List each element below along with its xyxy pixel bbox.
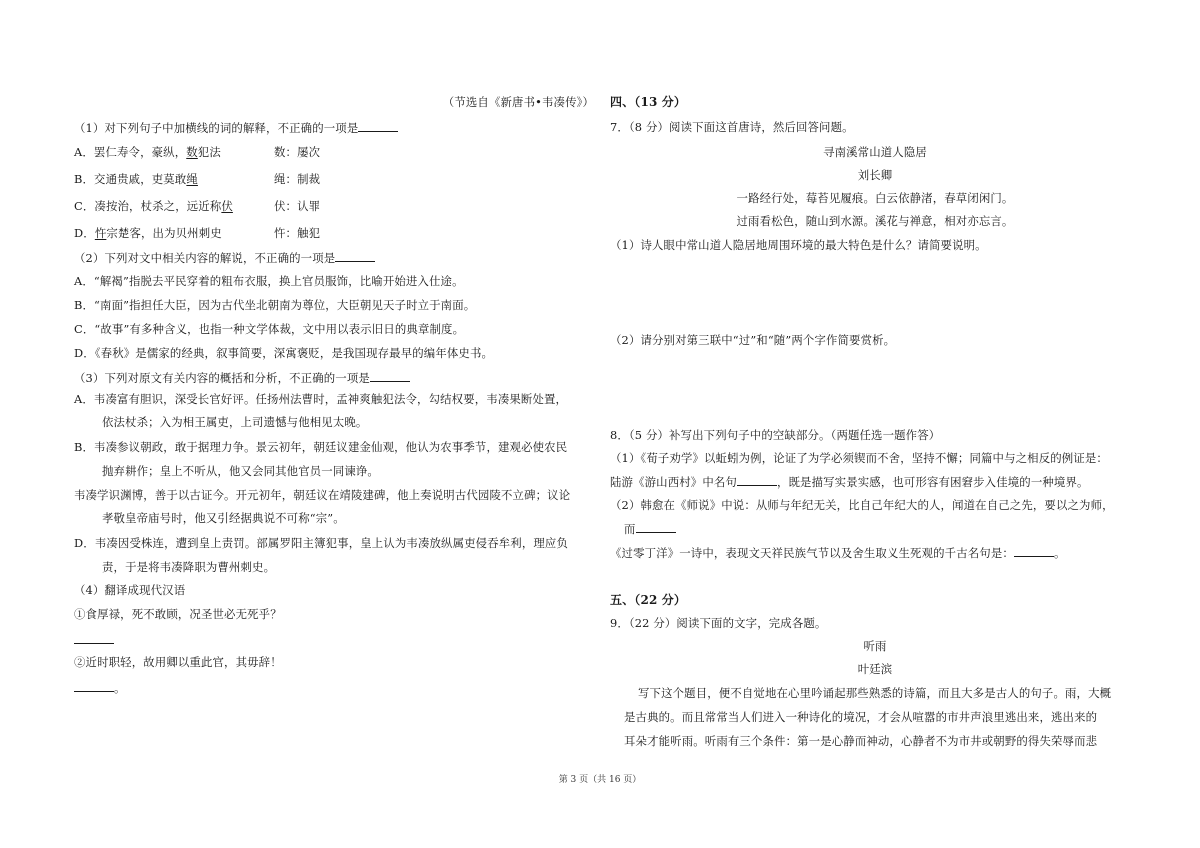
q3-option-b-line2: 抛弃耕作；皇上不听从，他又会同其他官员一同谏诤。: [102, 464, 379, 478]
q1-option-b: B．交通贵戚，吏莫敢绳: [74, 172, 198, 186]
q2-option-c: C．“故事”有多种含义，也指一种文学体裁，文中用以表示旧日的典章制度。: [74, 322, 465, 336]
essay-author: 叶廷滨: [857, 662, 893, 676]
q3-option-c-line2: 孝敬皇帝庙号时，他又引经据典说不可称“宗”。: [102, 511, 345, 525]
q3-option-a-line1: A．韦凑富有胆识，深受长官好评。任扬州法曹时，孟神爽触犯法令，勾结权要，韦凑果断处置，: [74, 392, 568, 406]
q8-sub-2-line1: （2）韩愈在《师说》中说：从师与年纪无关，比自己年纪大的人，闻道在自己之先，要以之为师，: [610, 498, 1114, 512]
q4-sentence-2: ②近时职轻，故用卿以重此官，其毋辞！: [74, 655, 282, 669]
q2-option-a: A．“解褐”指脱去平民穿着的粗布衣服，换上官员服饰，比喻开始进入仕途。: [74, 274, 464, 288]
q1-option-c-gloss: 伏：认罪: [274, 199, 321, 213]
essay-paragraph-line-1: 写下这个题目，便不自觉地在心里吟诵起那些熟悉的诗篇，而且大多是古人的句子。雨，大概: [638, 686, 1112, 700]
section-4-heading: 四、（13 分）: [610, 95, 687, 109]
q1-option-d: D．忤宗楚客，出为贝州刺史: [74, 226, 222, 240]
q4-answer-blank-1: [74, 632, 114, 648]
q1-stem: （1）对下列句子中加横线的词的解释，不正确的一项是: [74, 120, 398, 136]
answer-blank: [737, 474, 777, 486]
q4-sentence-1: ①食厚禄，死不敢顾，况圣世必无死乎？: [74, 607, 282, 621]
q1-option-b-gloss: 绳：制裁: [274, 172, 321, 186]
poem-line-1: 一路经行处，莓苔见履痕。白云依静渚，春草闭闲门。: [736, 191, 1014, 205]
q3-option-d-line2: 责，于是将韦凑降职为曹州刺史。: [102, 560, 276, 574]
q1-option-a: A．罢仁寿令，豪纵，数犯法: [74, 145, 221, 159]
source-citation: （节选自《新唐书•韦凑传》）: [442, 95, 594, 109]
q2-stem: （2）下列对文中相关内容的解说，不正确的一项是: [74, 250, 375, 266]
poem-title: 寻南溪常山道人隐居: [823, 145, 927, 159]
q9-stem: 9．（22 分）阅读下面的文字，完成各题。: [610, 616, 827, 630]
essay-paragraph-line-2: 是古典的。而且常常当人们进入一种诗化的境况，才会从喧嚣的市井声浪里逃出来，逃出来的: [624, 710, 1098, 724]
q1-option-d-gloss: 忤：触犯: [274, 226, 321, 240]
q3-option-a-line2: 依法杖杀；入为相王属吏，上司遗憾与他相见太晚。: [102, 415, 368, 429]
q3-option-b-line1: B．韦凑参议朝政，敢于据理力争。景云初年，朝廷议建金仙观，他认为农事季节，建观必使农民: [74, 440, 568, 454]
answer-blank: [358, 120, 398, 132]
q3-stem: （3）下列对原文有关内容的概括和分析，不正确的一项是: [74, 370, 410, 386]
q7-stem: 7．（8 分）阅读下面这首唐诗，然后回答问题。: [610, 120, 854, 134]
page-footer: 第 3 页（共 16 页）: [558, 775, 642, 785]
q3-option-c-line1: 韦凑学识渊博，善于以古证今。开元初年，朝廷议在靖陵建碑，他上奏说明古代园陵不立碑；议论: [74, 488, 571, 502]
q8-sub-3: 《过零丁洋》一诗中，表现文天祥民族气节以及舍生取义生死观的千古名句是： 。: [610, 546, 1066, 560]
poem-line-2: 过雨看松色，随山到水源。溪花与禅意，相对亦忘言。: [736, 214, 1014, 228]
q7-sub-2: （2）请分别对第三联中“过”和“随”两个字作简要赏析。: [610, 333, 896, 347]
essay-title: 听雨: [863, 639, 887, 653]
essay-paragraph-line-3: 耳朵才能听雨。听雨有三个条件：第一是心静而神动，心静者不为市井或朝野的得失荣辱而悲: [624, 734, 1098, 748]
q4-stem: （4）翻译成现代汉语: [74, 583, 186, 597]
q2-option-d: D．《春秋》是儒家的经典，叙事简要，深寓褒贬，是我国现存最早的编年体史书。: [74, 346, 494, 360]
q1-option-a-gloss: 数：屡次: [274, 145, 321, 159]
q8-sub-1-line1: （1）《荀子劝学》以蚯蚓为例，论证了为学必须锲而不舍，坚持不懈；同篇中与之相反的例证是：: [610, 451, 1108, 465]
q2-option-b: B．“南面”指担任大臣，因为古代坐北朝南为尊位，大臣朝见天子时立于南面。: [74, 298, 476, 312]
answer-blank: [1014, 545, 1054, 557]
q1-option-c: C．凑按治，杖杀之，远近称伏: [74, 199, 233, 213]
q8-stem: 8．（5 分）补写出下列句子中的空缺部分。（两题任选一题作答）: [610, 428, 941, 442]
answer-blank: [370, 370, 410, 382]
q4-answer-blank-2: 。: [74, 680, 126, 696]
answer-blank: [335, 250, 375, 262]
q8-sub-2-line2: 而: [624, 521, 676, 537]
q8-sub-1-line2: 陆游《游山西村》中名句 ，既是描写实景实感，也可形容有困窘步入佳境的一种境界。: [610, 475, 1089, 489]
poem-author: 刘长卿: [857, 168, 893, 182]
q3-option-d-line1: D．韦凑因受株连，遭到皇上责罚。部属罗阳主簿犯事，皇上认为韦凑放纵属吏侵吞牟利，理应负: [74, 536, 568, 550]
section-5-heading: 五、（22 分）: [610, 593, 687, 607]
q7-sub-1: （1）诗人眼中常山道人隐居地周围环境的最大特色是什么？请简要说明。: [610, 238, 987, 252]
answer-blank: [636, 521, 676, 533]
